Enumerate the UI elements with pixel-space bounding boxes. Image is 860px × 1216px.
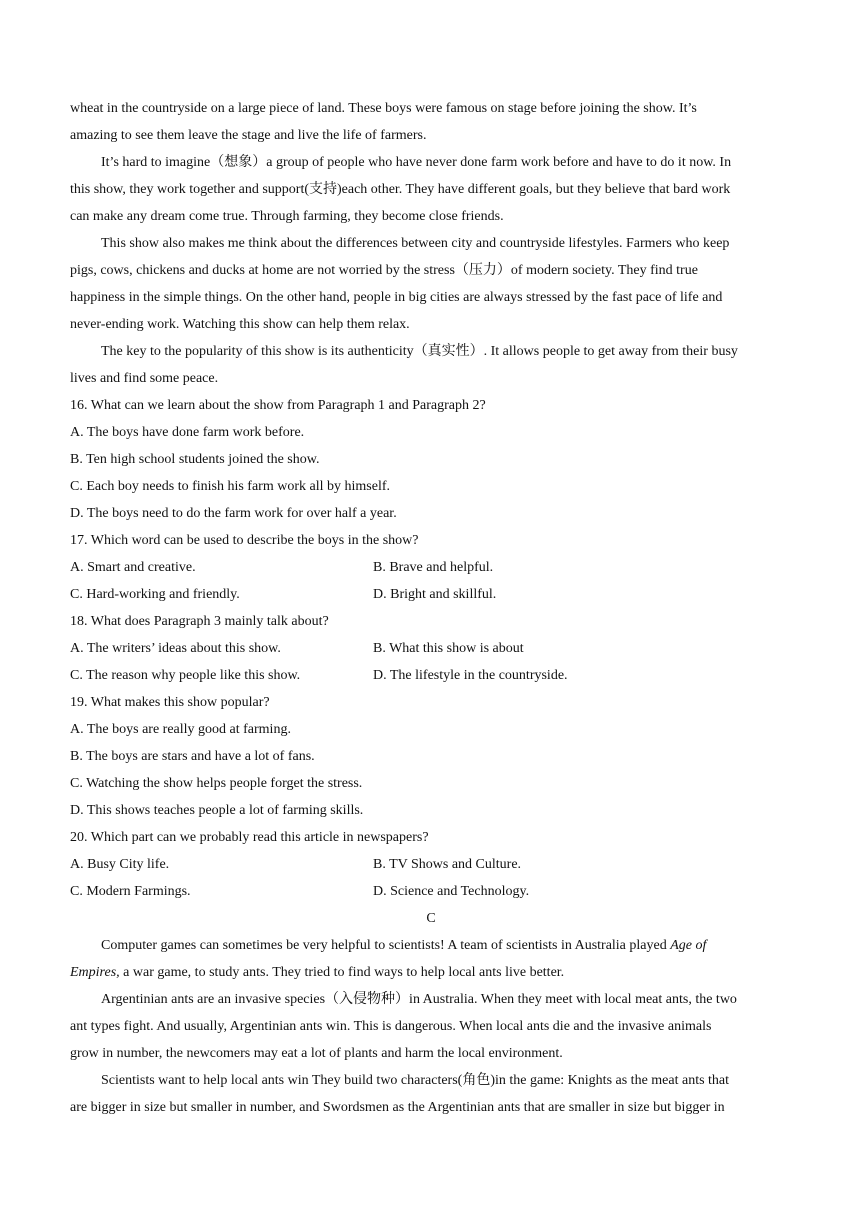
- game-title-part-1: Age of: [670, 938, 707, 953]
- q20-options-row-2: [70, 878, 792, 905]
- q18-option-d: D. The lifestyle in the countryside.: [373, 668, 568, 683]
- passage-c-p1-line: [70, 959, 792, 986]
- question-18-stem: 18. What does Paragraph 3 mainly talk about?: [70, 614, 329, 629]
- passage-c-p3-line: are bigger in size but smaller in number, and Swordsmen as the Argentinian ants that are smaller in size but bigger in: [70, 1100, 725, 1115]
- q17-option-a: A. Smart and creative.: [70, 560, 196, 575]
- passage-c-p1-line: [70, 932, 792, 959]
- q20-option-c: C. Modern Farmings.: [70, 884, 191, 899]
- passage-b-p3-line: never-ending work. Watching this show can help them relax.: [70, 317, 410, 332]
- q16-option-b: B. Ten high school students joined the show.: [70, 452, 320, 467]
- q17-options-row-2: [70, 581, 792, 608]
- passage-b-p1-line: wheat in the countryside on a large piece of land. These boys were famous on stage before joining the show. It’s: [70, 101, 697, 116]
- passage-c-p2-line: Argentinian ants are an invasive species（入侵物种）in Australia. When they meet with local meat ants, the two: [101, 992, 737, 1007]
- passage-b-p2-line: this show, they work together and support(支持)each other. They have different goals, but they believe that bard work: [70, 182, 731, 197]
- q18-option-c: C. The reason why people like this show.: [70, 668, 301, 683]
- passage-b-p2-line: It’s hard to imagine（想象）a group of people who have never done farm work before and have to do it now. In: [101, 155, 732, 170]
- question-17-stem: 17. Which word can be used to describe the boys in the show?: [70, 533, 419, 548]
- passage-b-p3-line: happiness in the simple things. On the other hand, people in big cities are always stressed by the fast pace of life and: [70, 290, 723, 305]
- q16-option-d: D. The boys need to do the farm work for over half a year.: [70, 506, 397, 521]
- question-20-stem: 20. Which part can we probably read this article in newspapers?: [70, 830, 429, 845]
- passage-c-p1-text: Computer games can sometimes be very helpful to scientists! A team of scientists in Australia played: [101, 938, 671, 953]
- q20-option-b: B. TV Shows and Culture.: [373, 857, 522, 872]
- question-16-stem: 16. What can we learn about the show from Paragraph 1 and Paragraph 2?: [70, 398, 486, 413]
- q18-options-row-1: [70, 635, 792, 662]
- passage-c-p3-line: Scientists want to help local ants win They build two characters(角色)in the game: Knights as the meat ants that: [101, 1073, 730, 1088]
- q18-option-b: B. What this show is about: [373, 641, 524, 656]
- passage-b-p2-line: can make any dream come true. Through farming, they become close friends.: [70, 209, 504, 224]
- passage-c-heading: C: [426, 911, 436, 926]
- q16-option-c: C. Each boy needs to finish his farm work all by himself.: [70, 479, 390, 494]
- passage-b-p4-line: The key to the popularity of this show is its authenticity（真实性）. It allows people to get away from their busy: [101, 344, 738, 359]
- q17-option-b: B. Brave and helpful.: [373, 560, 494, 575]
- q18-options-row-2: [70, 662, 792, 689]
- q19-option-d: D. This shows teaches people a lot of farming skills.: [70, 803, 364, 818]
- q17-options-row-1: [70, 554, 792, 581]
- passage-c-p1-text: a war game, to study ants. They tried to find ways to help local ants live better.: [119, 965, 565, 980]
- passage-b-p1-line: amazing to see them leave the stage and live the life of farmers.: [70, 128, 427, 143]
- passage-b-p4-line: lives and find some peace.: [70, 371, 219, 386]
- passage-b-p3-line: pigs, cows, chickens and ducks at home are not worried by the stress（压力）of modern society. They find true: [70, 263, 698, 278]
- q20-option-a: A. Busy City life.: [70, 857, 170, 872]
- q20-options-row-1: [70, 851, 792, 878]
- question-19-stem: 19. What makes this show popular?: [70, 695, 270, 710]
- q18-option-a: A. The writers’ ideas about this show.: [70, 641, 281, 656]
- q16-option-a: A. The boys have done farm work before.: [70, 425, 305, 440]
- passage-c-p2-line: ant types fight. And usually, Argentinian ants win. This is dangerous. When local ants die and the invasive animals: [70, 1019, 712, 1034]
- q17-option-c: C. Hard-working and friendly.: [70, 587, 240, 602]
- q19-option-b: B. The boys are stars and have a lot of fans.: [70, 749, 315, 764]
- q17-option-d: D. Bright and skillful.: [373, 587, 497, 602]
- game-title-part-2: Empires,: [70, 965, 120, 980]
- document-page: [70, 95, 792, 1121]
- q19-option-c: C. Watching the show helps people forget the stress.: [70, 776, 363, 791]
- passage-c-p2-line: grow in number, the newcomers may eat a lot of plants and harm the local environment.: [70, 1046, 563, 1061]
- q19-option-a: A. The boys are really good at farming.: [70, 722, 291, 737]
- passage-b-p3-line: This show also makes me think about the differences between city and countryside lifestyles. Farmers who keep: [101, 236, 730, 251]
- q20-option-d: D. Science and Technology.: [373, 884, 530, 899]
